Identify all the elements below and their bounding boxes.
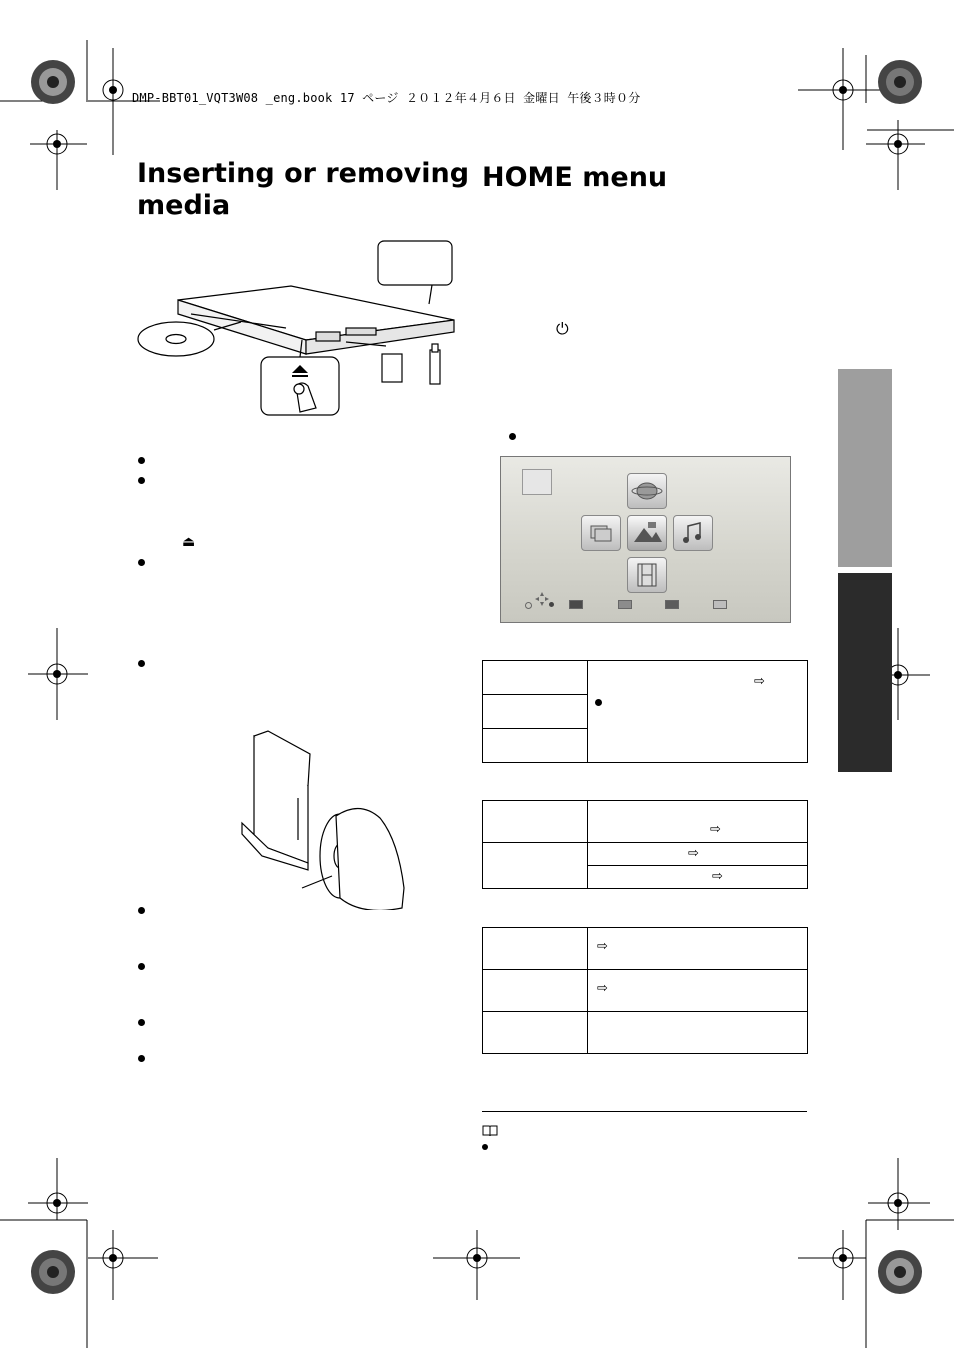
page-reference-arrow-icon: ⇨ <box>597 939 608 954</box>
table3-row2-desc <box>588 970 808 1012</box>
navigation-cross-icon <box>535 591 549 605</box>
page-reference-arrow-icon: ⇨ <box>597 981 608 996</box>
other-tile-icon[interactable] <box>581 515 621 551</box>
table2-row2-desc-a <box>588 843 808 866</box>
table2-row2-label <box>483 843 588 889</box>
bullet-2 <box>138 477 145 484</box>
note-divider <box>482 1111 807 1112</box>
table1-row3-label <box>483 729 588 763</box>
table3-row2-label <box>483 970 588 1012</box>
file-header-line: DMP-BBT01_VQT3W08 _eng.book 17 ページ ２０１２年４月６日 金曜日 午後３時０分 <box>132 91 641 105</box>
table3-row3-desc <box>588 1012 808 1054</box>
table2-row1-label <box>483 801 588 843</box>
power-icon: ⏻ <box>556 319 569 338</box>
page-reference-arrow-icon: ⇨ <box>688 846 699 861</box>
table2-row1-desc <box>588 801 808 843</box>
table3-row1-label <box>483 928 588 970</box>
home-menu-screen <box>500 456 791 623</box>
note-bullet <box>482 1144 488 1150</box>
home-menu-table-2 <box>482 800 808 889</box>
color-button-yellow-icon <box>713 600 727 609</box>
side-tab-dark <box>838 573 892 772</box>
player-insertion-illustration <box>136 236 456 422</box>
table2-row2-desc-b <box>588 866 808 889</box>
table1-description <box>588 661 808 763</box>
network-tile-icon[interactable] <box>627 473 667 509</box>
bullet-4 <box>138 660 145 667</box>
page-reference-arrow-icon: ⇨ <box>712 869 723 884</box>
color-button-blue-icon <box>569 600 583 609</box>
table1-bullet <box>595 699 602 706</box>
bullet-5 <box>138 907 145 914</box>
bullet-7 <box>138 1019 145 1026</box>
music-tile-icon[interactable] <box>673 515 713 551</box>
side-tab-light <box>838 369 892 567</box>
color-button-red-icon <box>618 600 632 609</box>
note-book-icon <box>482 1122 498 1134</box>
return-dot-icon <box>525 602 532 609</box>
page-reference-arrow-icon: ⇨ <box>754 674 765 689</box>
left-title <box>137 158 469 222</box>
menu-corner-box <box>522 469 552 495</box>
table1-row2-label <box>483 695 588 729</box>
vertical-player-illustration <box>238 728 408 910</box>
bullet-home-1 <box>509 433 516 440</box>
bullet-1 <box>138 457 145 464</box>
bullet-6 <box>138 963 145 970</box>
bullet-3 <box>138 559 145 566</box>
photos-tile-icon[interactable] <box>627 515 667 551</box>
videos-tile-icon[interactable] <box>627 557 667 593</box>
home-menu-table-1 <box>482 660 808 763</box>
title-inserting-removing-line2: media <box>137 190 231 221</box>
title-home-menu: HOME menu <box>482 162 668 193</box>
bullet-8 <box>138 1055 145 1062</box>
table3-row1-desc <box>588 928 808 970</box>
ok-dot-icon <box>549 602 554 607</box>
home-menu-table-3 <box>482 927 808 1054</box>
page-reference-arrow-icon: ⇨ <box>710 822 721 837</box>
table1-row1-label <box>483 661 588 695</box>
color-button-green-icon <box>665 600 679 609</box>
table3-row3-label <box>483 1012 588 1054</box>
eject-icon: ⏏ <box>182 534 196 550</box>
title-inserting-removing-line1: Inserting or removing <box>137 158 470 189</box>
